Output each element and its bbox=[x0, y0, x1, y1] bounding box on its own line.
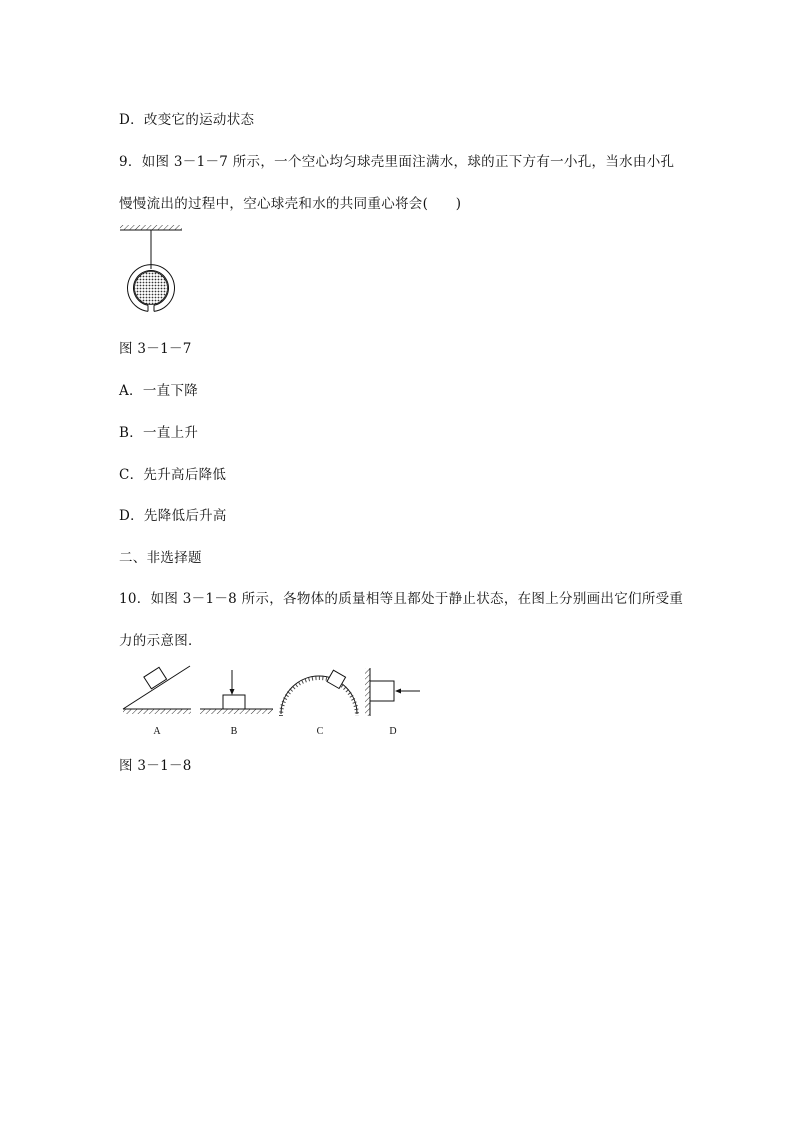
figure-3-1-7 bbox=[118, 224, 188, 316]
q9-option-d: D．先降低后升高 bbox=[119, 508, 227, 524]
label-b: B bbox=[230, 726, 238, 737]
q9-text-line1: 9．如图 3－1－7 所示，一个空心均匀球壳里面注满水，球的正下方有一小孔，当水由小孔 bbox=[119, 154, 675, 170]
q10-text-line1: 10．如图 3－1－8 所示，各物体的质量相等且都处于静止状态，在图上分别画出它们所受重 bbox=[119, 591, 684, 607]
q9-option-a: A．一直下降 bbox=[119, 383, 199, 399]
object-b-floor bbox=[200, 670, 273, 714]
section-title: 二、非选择题 bbox=[119, 550, 202, 566]
ceiling-hatch bbox=[120, 225, 182, 230]
q9-option-b: B．一直上升 bbox=[119, 425, 199, 441]
label-d: D bbox=[389, 726, 397, 737]
figure-3-1-7-caption: 图 3－1－7 bbox=[119, 341, 192, 357]
q10-text-line2: 力的示意图． bbox=[119, 633, 202, 649]
label-a: A bbox=[153, 726, 161, 737]
object-c-hemisphere bbox=[281, 670, 357, 716]
object-d-wall bbox=[365, 668, 420, 716]
q9-text-line2: 慢慢流出的过程中，空心球壳和水的共同重心将会( ) bbox=[119, 196, 462, 212]
object-a-incline bbox=[123, 666, 191, 714]
q9-option-c: C．先升高后降低 bbox=[119, 467, 227, 483]
label-c: C bbox=[316, 726, 324, 737]
figure-3-1-8-caption: 图 3－1－8 bbox=[119, 758, 192, 774]
water-fill bbox=[135, 272, 168, 305]
q8-option-d: D．改变它的运动状态 bbox=[119, 112, 255, 128]
figure-3-1-8 bbox=[118, 660, 428, 742]
